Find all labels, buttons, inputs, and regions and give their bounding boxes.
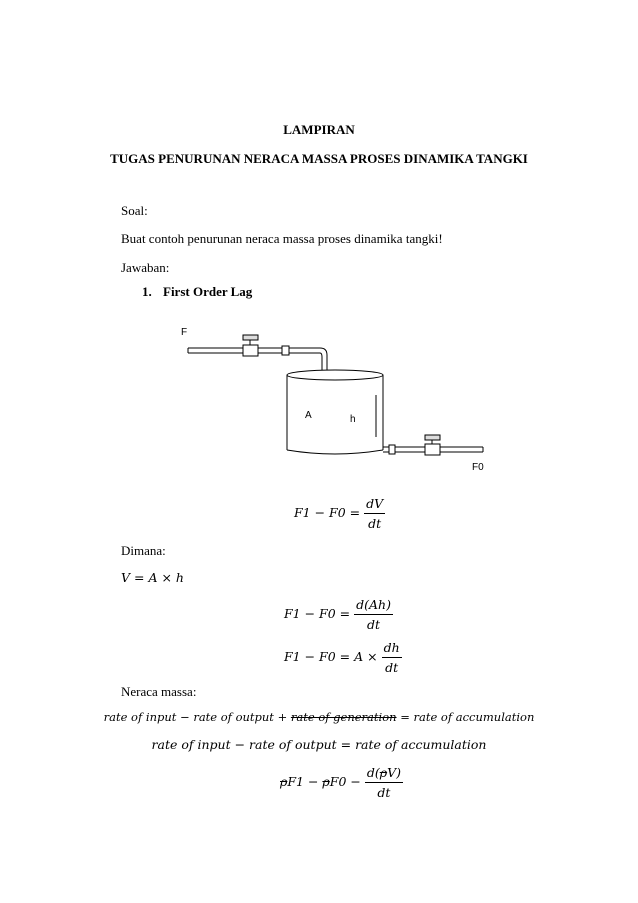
mb1-generation-struck: rate of generation [290, 710, 397, 724]
equation-2 [284, 597, 393, 632]
answer-item-title: First Order Lag [163, 284, 253, 299]
eq4-f1: F1 − [287, 774, 319, 789]
eq4-rho-1: ρ [280, 774, 288, 789]
equation-1 [294, 496, 385, 531]
page-subtitle: TUGAS PENURUNAN NERACA MASSA PROSES DINAMIKA TANGKI [110, 151, 528, 166]
page-title: LAMPIRAN [283, 122, 355, 137]
eq4-f0: F0 − [329, 774, 361, 789]
question-label: Soal: [121, 203, 148, 218]
eq1-den: dt [368, 516, 382, 531]
eq4-num-rho: ρ [379, 765, 388, 780]
eq2-lhs: F1 − F0 = [284, 606, 351, 621]
inlet-label: F [181, 327, 188, 338]
volume-definition: V = A × h [121, 570, 184, 585]
eq1-lhs: F1 − F0 = [294, 505, 361, 520]
inlet-flange [282, 346, 289, 355]
question-text: Buat contoh penurunan neraca massa proses dinamika tangki! [121, 231, 443, 246]
eq4-rho-2: ρ [322, 774, 330, 789]
answer-item-number: 1. [142, 284, 152, 299]
mass-balance-simplified: rate of input − rate of output = rate of accumulation [151, 737, 487, 752]
eq4-den: dt [377, 785, 391, 800]
mb1-part2: = rate of accumulation [400, 710, 535, 724]
inlet-valve-icon [243, 335, 258, 356]
height-label: h [350, 414, 356, 425]
equation-4 [280, 765, 403, 800]
mb1-part1: rate of input − rate of output + [103, 710, 288, 724]
eq4-num-post: V) [387, 765, 401, 780]
eq4-num-pre: d( [366, 765, 380, 780]
tank [287, 370, 383, 454]
area-label: A [305, 410, 312, 421]
eq2-num: d(Ah) [354, 597, 393, 615]
outlet-flange [389, 445, 395, 454]
eq1-num: dV [364, 496, 385, 514]
eq3-lhs: F1 − F0 = A × [284, 649, 378, 664]
eq3-num: dh [382, 640, 402, 658]
eq2-den: dt [367, 617, 381, 632]
where-label: Dimana: [121, 543, 166, 558]
mass-balance-label: Neraca massa: [121, 684, 197, 699]
equation-3 [284, 640, 402, 675]
answer-label: Jawaban: [121, 260, 170, 275]
outlet-label: F0 [472, 462, 484, 473]
mass-balance-general [0, 710, 638, 724]
eq3-den: dt [385, 660, 399, 675]
outlet-valve-icon [425, 435, 440, 455]
